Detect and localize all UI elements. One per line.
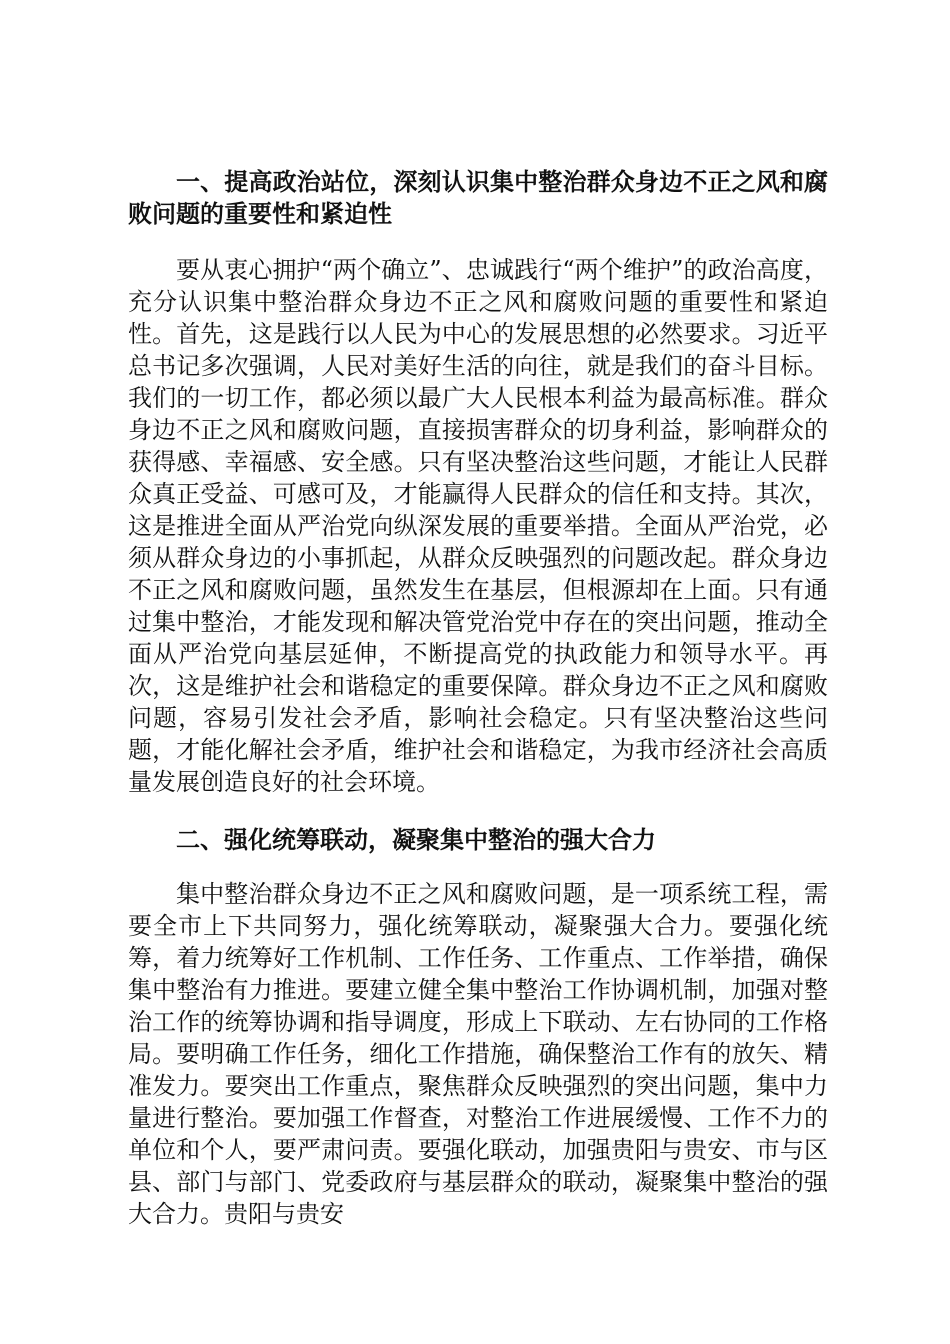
document-page <box>128 166 828 1230</box>
section-2-paragraph: 集中整治群众身边不正之风和腐败问题，是一项系统工程，需要全市上下共同努力，强化统筹联动，凝聚强大合力。要强化统筹，着力统筹好工作机制、工作任务、工作重点、工作举措，确保集中整治有力推进。要建立健全集中整治工作协调机制，加强对整治工作的统筹协调和指导调度，形成上下联动、左右协同的工作格局。要明确工作任务，细化工作措施，确保整治工作有的放矢、精准发力。要突出工作重点，聚焦群众反映强烈的突出问题，集中力量进行整治。要加强工作督查，对整治工作进展缓慢、工作不力的单位和个人，要严肃问责。要强化联动，加强贵阳与贵安、市与区县、部门与部门、党委政府与基层群众的联动，凝聚集中整治的强大合力。贵阳与贵安 <box>128 880 828 1228</box>
section-2-heading: 二、强化统筹联动，凝聚集中整治的强大合力 <box>176 825 656 854</box>
section-1-paragraph: 要从衷心拥护“两个确立”、忠诚践行“两个维护”的政治高度，充分认识集中整治群众身边不正之风和腐败问题的重要性和紧迫性。首先，这是践行以人民为中心的发展思想的必然要求。习近平总书记多次强调，人民对美好生活的向往，就是我们的奋斗目标。我们的一切工作，都必须以最广大人民根本利益为最高标准。群众身边不正之风和腐败问题，直接损害群众的切身利益，影响群众的获得感、幸福感、安全感。只有坚决整治这些问题，才能让人民群众真正受益、可感可及，才能赢得人民群众的信任和支持。其次，这是推进全面从严治党向纵深发展的重要举措。全面从严治党，必须从群众身边的小事抓起，从群众反映强烈的问题改起。群众身边不正之风和腐败问题，虽然发生在基层，但根源却在上面。只有通过集中整治，才能发现和解决管党治党中存在的突出问题，推动全面从严治党向基层延伸，不断提高党的执政能力和领导水平。再次，这是维护社会和谐稳定的重要保障。群众身边不正之风和腐败问题，容易引发社会矛盾，影响社会稳定。只有坚决整治这些问题，才能化解社会矛盾，维护社会和谐稳定，为我市经济社会高质量发展创造良好的社会环境。 <box>128 256 828 796</box>
section-1-heading: 一、提高政治站位，深刻认识集中整治群众身边不正之风和腐败问题的重要性和紧迫性 <box>128 167 828 228</box>
